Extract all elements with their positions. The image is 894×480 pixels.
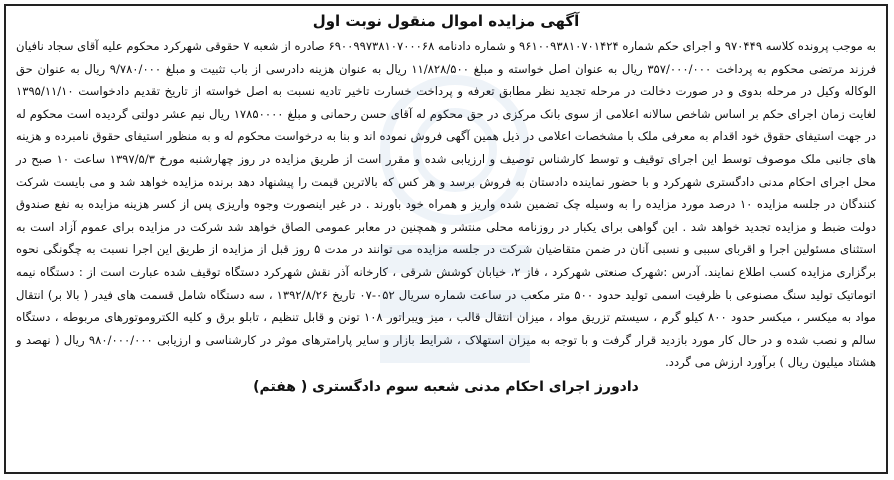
notice-title: آگهی مزایده اموال منقول نوبت اول [312,12,580,30]
notice-body: به موجب پرونده کلاسه ۹۷۰۴۴۹ و اجرای حکم شماره ۹۶۱۰۰۹۳۸۱۰۷۰۱۴۲۴ و شماره دادنامه ۶۹۰۰۹۹۷۳۸۱۰۷۰۰۰۶۸ صادره از شعبه ۷ حقوقی شهرکرد محکوم علیه آقای سجاد نافیان فرزند مرتضی محکوم به پرداخت ۳۵۷/۰۰۰/۰۰۰ ریال به عنوان اصل خواسته و مبلغ ۱۱/۸۲۸/۵۰۰ ریال به عنوان هزینه دادرسی از باب تثبیت و مبلغ ۹/۷۸۰/۰۰۰ ریال به عنوان حق الوکاله وکیل در مرحله بدوی و در صورت دخالت در مرحله تجدید نظر مطابق تعرفه و پرداخت خسارت تاخیر تادیه نسبت به اصل خواسته از تاریخ تقدیم دادخواست ۱۳۹۵/۱۱/۱۰ لغایت زمان اجرای حکم بر اساس شاخص سالانه اعلامی از سوی بانک مرکزی در حق محکوم له آقای حسن رحمانی و مبلغ ۱۷۸۵۰۰۰۰ ریال نیم عشر دولتی گردیده است محکوم له در جهت استیفای حقوق خود اقدام به معرفی ملک با مشخصات اعلامی در ذیل همین آگهی فروش نموده اند و بنا به درخواست محکوم له و به منظور استیفای حقوق نامبرده و هزینه های جانبی ملک موصوف توسط این اجرای توقیف و توسط کارشناس توصیف و ارزیابی شده و مقرر است از طریق مزایده در روز چهارشنبه مورخ ۱۳۹۷/۵/۳ ساعت ۱۰ صبح در محل اجرای احکام مدنی دادگستری شهرکرد و با حضور نماینده دادستان به فروش برسد و هر کس که بالاترین قیمت را پیشنهاد دهد برنده مزایده خواهد شد و می بایست شرکت کنندگان در جلسه مزایده ۱۰ درصد مورد مزایده را به وسیله چک تضمین شده واریز و همراه خود باورند . در غیر اینصورت وجوه واریزی پس از کسر هزینه مزایده به نفع صندوق دولت ضبط و مزایده تجدید خواهد شد . این گواهی برای یکبار در روزنامه محلی منتشر و همچنین در معابر عمومی الصاق خواهد شد شرکت در مزایده برای عموم آزاد است به استثنای مسئولین اجرا و اقربای سببی و نسبی آنان در ضمن متقاضیان شرکت در جلسه مزایده می توانند در مدت ۵ روز قبل از مزایده از طریق این اجرا نسبت به چگونگی نحوه برگزاری مزایده کسب اطلاع نمایند. آدرس :شهرک صنعتی شهرکرد ، فاز ۲، خیابان کوشش شرقی ، کارخانه آذر نقش شهرکرد دستگاه توقیف شده عبارت است از : دستگاه نیمه اتوماتیک تولید سنگ مصنوعی با ظرفیت اسمی تولید حدود ۵۰۰ متر مکعب در ساعت شماره سریال ۰۵۲-۰۷ تاریخ ۱۳۹۲/۸/۲۶ ، سه دستگاه شامل قسمت های فیدر ( بالا بر) انتقال مواد به میکسر ، میکسر حدود ۸۰۰ کیلو گرم ، سیستم تزریق مواد ، میزان انتقال قالب ، میز ویبراتور ۱۰۸ تونن و قابل تنظیم ، تابلو برق و کلیه الکتروموتورهای مربوطه ، دستگاه سالم و نصب شده و در حال کار مورد بازدید قرار گرفت و با توجه به میزان استهلاک ، شرایط بازار و سایر پارامترهای موثر در کارشناسی و ارزیابی ۹۸۰/۰۰۰/۰۰۰ ریال ( نهصد و هشتاد میلیون ریال ) برآورد ارزش می گردد. [16,39,877,370]
notice-frame [4,4,888,474]
notice-signature: دادورز اجرای احکام مدنی شعبه سوم دادگستری ( هفتم) [253,378,639,395]
